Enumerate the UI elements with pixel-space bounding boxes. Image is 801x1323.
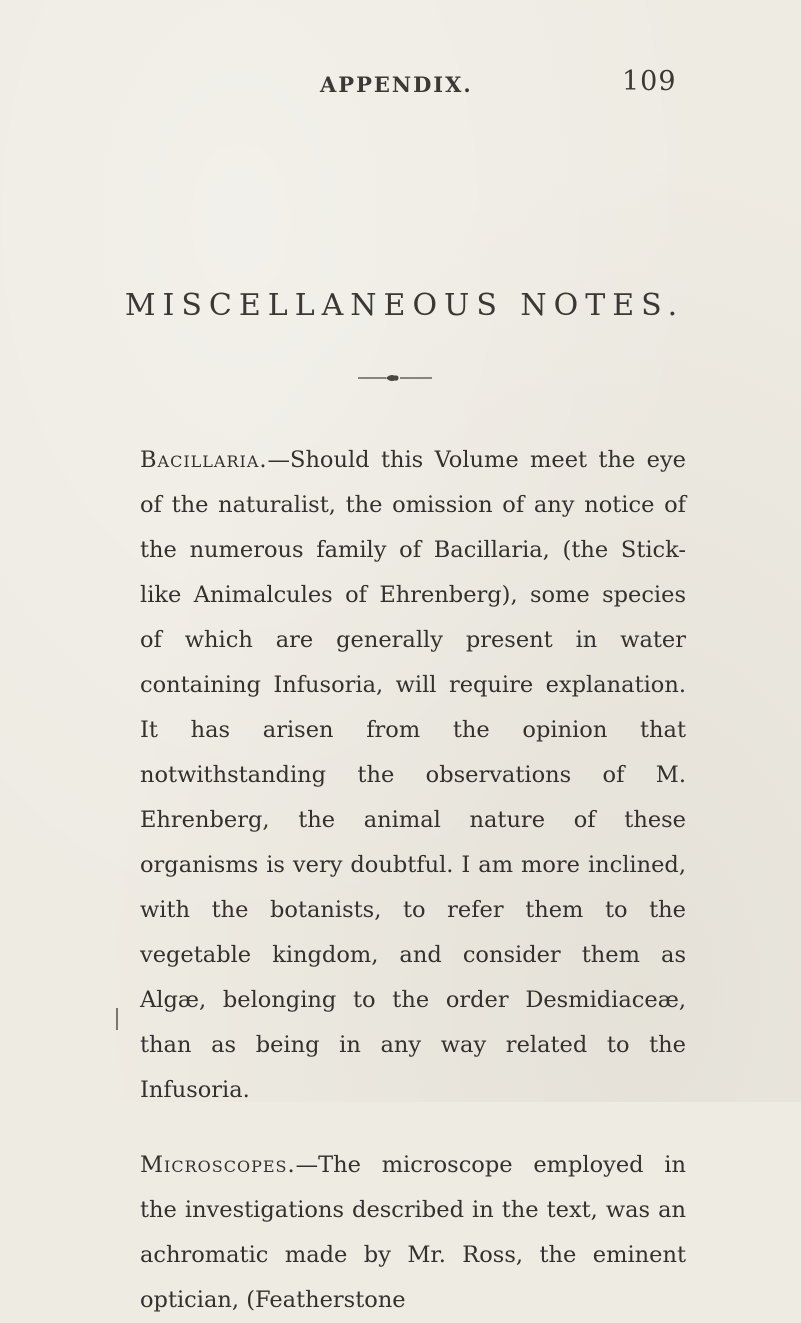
paragraph-bacillaria — [140, 438, 686, 1113]
paragraph-heading: Microscopes. — [140, 1152, 296, 1178]
section-title: MISCELLANEOUS NOTES. — [124, 288, 685, 323]
running-title: APPENDIX. — [320, 72, 473, 97]
paragraph-heading: Bacillaria. — [140, 447, 268, 473]
body-text — [140, 438, 686, 1323]
margin-mark — [116, 1008, 118, 1030]
paragraph-microscopes — [140, 1143, 686, 1323]
paragraph-text: Should this Volume meet the eye of the naturalist, the omission of any notice of the numerous family of Bacillaria, (the Stick-like Animalcules of Ehrenberg), some species of which are generally present in water containing Infusoria, will require explanation. It has arisen from the opinion that notwithstanding the observations of M. Ehrenberg, the animal nature of these organisms is very doubtful. I am more inclined, with the botanists, to refer them to the vegetable kingdom, and consider them as Algæ, belonging to the order Desmidiaceæ, than as being in any way related to the Infusoria. — [140, 447, 686, 1103]
page-number: 109 — [622, 66, 677, 97]
ornament-divider — [356, 372, 434, 384]
running-head — [0, 62, 801, 102]
heading-dash: — — [295, 1152, 319, 1178]
paragraph-text: The microscope employed in the investigations described in the text, was an achromatic made by Mr. Ross, the eminent optician, (Featherstone — [140, 1152, 686, 1313]
heading-dash: — — [267, 447, 291, 473]
